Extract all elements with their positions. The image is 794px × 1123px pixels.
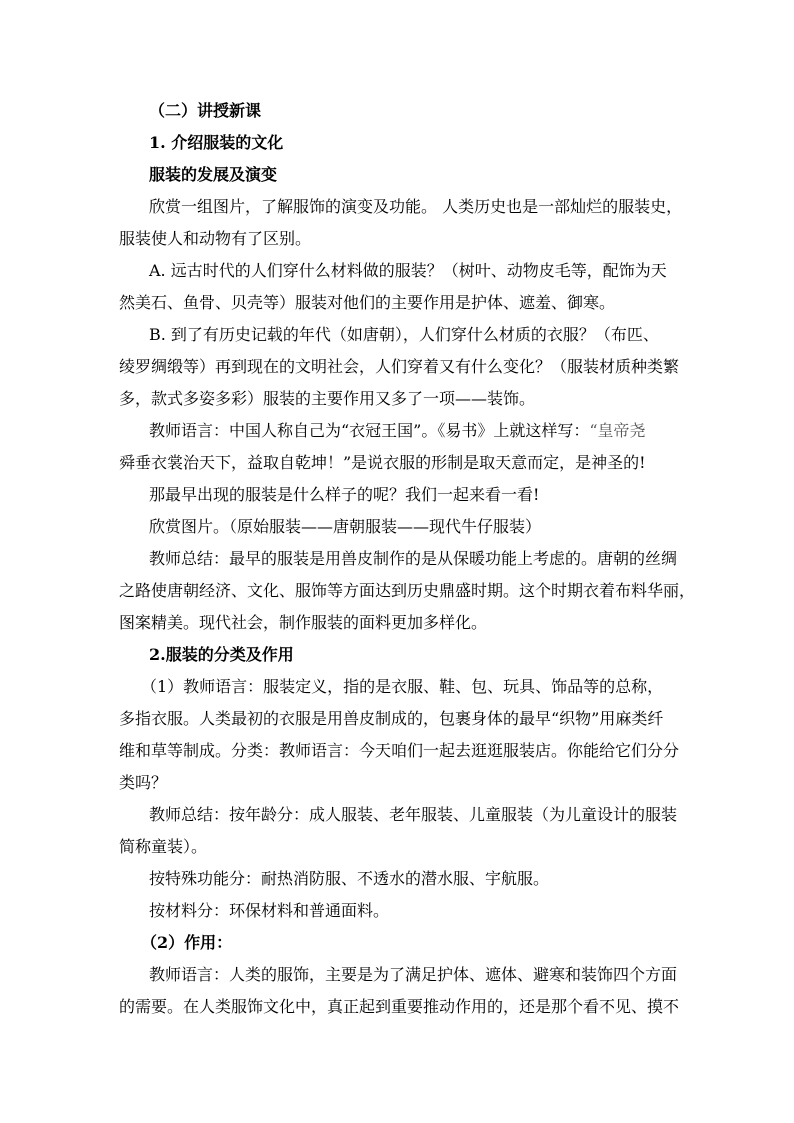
paragraph-line: 简称童装）。	[119, 837, 208, 856]
subsection-heading: （2）作用：	[141, 933, 233, 952]
quote-tail: “皇帝尧	[589, 421, 646, 440]
section-heading: （二）讲授新课	[149, 101, 262, 120]
paragraph-line: 那最早出现的服装是什么样子的呢？我们一起来看一看!	[149, 485, 540, 504]
paragraph-line: 教师总结：按年龄分：成人服装、老年服装、儿童服装（为儿童设计的服装	[149, 805, 678, 824]
paragraph-line: 然美石、鱼骨、贝壳等）服装对他们的主要作用是护体、遮羞、御寒。	[119, 293, 616, 312]
paragraph-line: （1）教师语言：服装定义，指的是衣服、鞋、包、玩具、饰品等的总称，	[141, 677, 664, 696]
paragraph-line: 欣赏一组图片，了解服饰的演变及功能。 人类历史也是一部灿烂的服装史，	[149, 197, 683, 216]
subsection-heading: 1. 介绍服装的文化	[149, 133, 284, 152]
paragraph-line: A. 远古时代的人们穿什么材料做的服装？（树叶、动物皮毛等，配饰为天	[149, 261, 667, 280]
paragraph-line: 之路使唐朝经济、文化、服饰等方面达到历史鼎盛时期。这个时期衣着布料华丽，	[119, 581, 696, 600]
paragraph-line: 舜垂衣裳治天下，益取自乾坤！”是说衣服的形制是取天意而定，是神圣的!	[119, 453, 646, 472]
paragraph-line: 按特殊功能分：耐热消防服、不透水的潜水服、宇航服。	[149, 869, 550, 888]
paragraph-line: 教师总结：最早的服装是用兽皮制作的是从保暖功能上考虑的。唐朝的丝绸	[149, 549, 678, 568]
paragraph-line: 多，款式多姿多彩）服装的主要作用又多了一项——装饰。	[119, 389, 536, 408]
paragraph-line: 服装使人和动物有了区别。	[119, 229, 312, 248]
paragraph-line: 类吗？	[119, 773, 168, 792]
paragraph-line: 绫罗绸缎等）再到现在的文明社会，人们穿着又有什么变化？（服装材质种类繁	[119, 357, 680, 376]
paragraph-line	[149, 421, 646, 441]
topic-heading: 服装的发展及演变	[149, 165, 278, 184]
quote-text: 教师语言：中国人称自己为“衣冠王国”。《易书》上就这样写：	[149, 421, 590, 440]
paragraph-line: 的需要。在人类服饰文化中，真正起到重要推动作用的，还是那个看不见、摸不	[119, 997, 680, 1016]
subsection-heading: 2.服装的分类及作用	[149, 645, 294, 664]
paragraph-line: B. 到了有历史记载的年代（如唐朝），人们穿什么材质的衣服？（布匹、	[149, 325, 659, 344]
paragraph-line: 维和草等制成。分类：教师语言：今天咱们一起去逛逛服装店。你能给它们分分	[119, 741, 680, 760]
paragraph-line: 教师语言：人类的服饰，主要是为了满足护体、遮体、避寒和装饰四个方面	[149, 965, 678, 984]
paragraph-line: 按材料分：环保材料和普通面料。	[149, 901, 390, 920]
paragraph-line: 多指衣服。人类最初的衣服是用兽皮制成的，包裹身体的最早“织物”用麻类纤	[119, 709, 664, 728]
paragraph-line: 图案精美。现代社会，制作服装的面料更加多样化。	[119, 613, 488, 632]
paragraph-line: 欣赏图片。（原始服装——唐朝服装——现代牛仔服装）	[149, 517, 542, 536]
